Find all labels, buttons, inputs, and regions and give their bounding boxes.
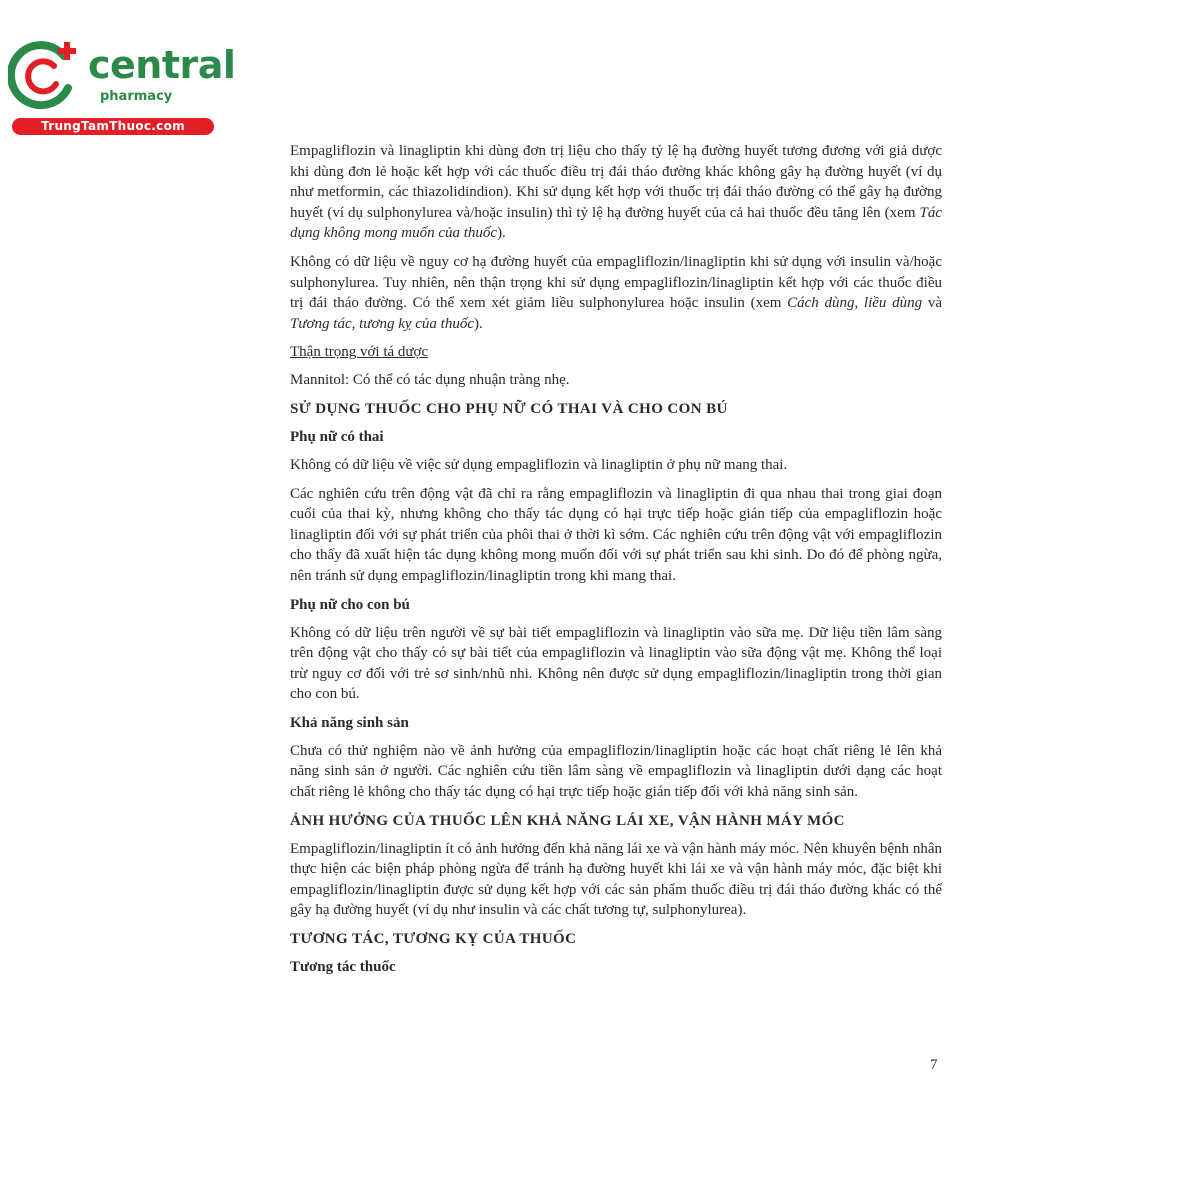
pregnancy-lactation-section-title: SỬ DỤNG THUỐC CHO PHỤ NỮ CÓ THAI VÀ CHO CON BÚ	[290, 400, 728, 417]
driving-machinery-paragraph: Empagliflozin/linagliptin ít có ảnh hưởng đến khả năng lái xe và vận hành máy móc. Nên khuyên bệnh nhân thực hiện các biện pháp phòng ngừa để tránh hạ đường huyết khi lái xe và vận hành máy móc, đặc biệt khi empagliflozin/linagliptin được sử dụng kết hợp với các sản phẩm thuốc điều trị đái tháo đường khác có thể gây hạ đường huyết (ví dụ như insulin và các chất tương tự, sulphonylurea).	[290, 840, 942, 919]
p2-cross-reference-1: Cách dùng, liều dùng	[787, 295, 923, 312]
fertility-paragraph: Chưa có thử nghiệm nào về ảnh hưởng của empagliflozin/linagliptin hoặc các hoạt chất riêng lẻ lên khả năng sinh sản ở người. Các nghiên cứu tiền lâm sàng về empagliflozin và linagliptin dưới dạng các hoạt chất riêng lẻ không cho thấy tác dụng có hại trực tiếp hoặc gián tiếp đối với khả năng sinh sản.	[290, 742, 942, 801]
excipient-caution-heading: Thận trọng với tá dược	[290, 344, 429, 361]
breastfeeding-heading: Phụ nữ cho con bú	[290, 596, 410, 613]
pregnant-women-paragraph-1: Không có dữ liệu về việc sử dụng empagliflozin và linagliptin ở phụ nữ mang thai.	[290, 456, 788, 473]
p2-text-end: ).	[474, 315, 483, 332]
p1-text-end: ).	[497, 225, 506, 242]
document-page	[290, 141, 942, 977]
brand-logo[interactable]	[8, 36, 236, 136]
fertility-heading: Khả năng sinh sản	[290, 714, 409, 731]
site-url-badge[interactable]: TrungTamThuoc.com	[12, 118, 214, 135]
hypoglycemia-paragraph-1	[290, 141, 942, 244]
pregnant-women-paragraph-2: Các nghiên cứu trên động vật đã chỉ ra rằng empagliflozin và linagliptin đi qua nhau thai trong giai đoạn cuối của thai kỳ, nhưng không cho thấy tác dụng có hại trực tiếp hoặc gián tiếp của empagliflozin hoặc linagliptin đối với sự phát triển của phôi thai ở thời kì sớm. Các nghiên cứu trên động vật với empagliflozin cho thấy đã xuất hiện tác dụng không mong muốn đối với sự phát triển sau khi sinh. Do đó để phòng ngừa, nên tránh sử dụng empagliflozin/linagliptin trong khi mang thai.	[290, 485, 942, 584]
p1-cross-reference: Tác dụng không mong muốn của thuốc	[290, 204, 942, 242]
breastfeeding-paragraph: Không có dữ liệu trên người về sự bài tiết empagliflozin và linagliptin vào sữa mẹ. Dữ liệu tiền lâm sàng trên động vật cho thấy có sự bài tiết của empagliflozin và linagliptin vào sữa động vật mẹ. Không thể loại trừ nguy cơ đối với trẻ sơ sinh/nhũ nhi. Không nên được sử dụng empagliflozin/linagliptin trong thời gian cho con bú.	[290, 624, 942, 703]
p1-text-start: Empagliflozin và linagliptin khi dùng đơn trị liệu cho thấy tỷ lệ hạ đường huyết tương đương với giả dược khi dùng đơn lẻ hoặc kết hợp với các thuốc điều trị đái tháo đường khác không gây hạ đường huyết (ví dụ như metformin, các thiazolidindion). Khi sử dụng kết hợp với thuốc trị đái tháo đường có thể gây hạ đường huyết (ví dụ sulphonylurea và/hoặc insulin) thì tỷ lệ hạ đường huyết của cả hai thuốc đều tăng lên (xem	[290, 143, 942, 221]
pregnant-women-heading: Phụ nữ có thai	[290, 428, 384, 445]
interactions-section-title: TƯƠNG TÁC, TƯƠNG KỴ CỦA THUỐC	[290, 931, 577, 948]
drug-interactions-heading: Tương tác thuốc	[290, 959, 396, 976]
central-pharmacy-logo-icon	[8, 36, 88, 118]
brand-subtitle: pharmacy	[100, 89, 173, 104]
brand-name: central	[88, 43, 236, 87]
p2-cross-reference-2: Tương tác, tương kỵ của thuốc	[290, 315, 475, 332]
page-number: 7	[930, 1057, 938, 1073]
driving-machinery-section-title: ẢNH HƯỞNG CỦA THUỐC LÊN KHẢ NĂNG LÁI XE, VẬN HÀNH MÁY MÓC	[290, 812, 845, 829]
hypoglycemia-paragraph-2	[290, 252, 942, 334]
p2-text-start: Không có dữ liệu về nguy cơ hạ đường huyết của empagliflozin/linagliptin khi sử dụng với insulin và/hoặc sulphonylurea. Tuy nhiên, nên thận trọng khi sử dụng empagliflozin/linagliptin kết hợp với các thuốc điều trị đái tháo đường. Có thể xem xét giảm liều sulphonylurea hoặc insulin (xem	[290, 253, 942, 312]
mannitol-note: Mannitol: Có thể có tác dụng nhuận tràng nhẹ.	[290, 372, 570, 389]
p2-text-mid: và	[922, 295, 943, 312]
